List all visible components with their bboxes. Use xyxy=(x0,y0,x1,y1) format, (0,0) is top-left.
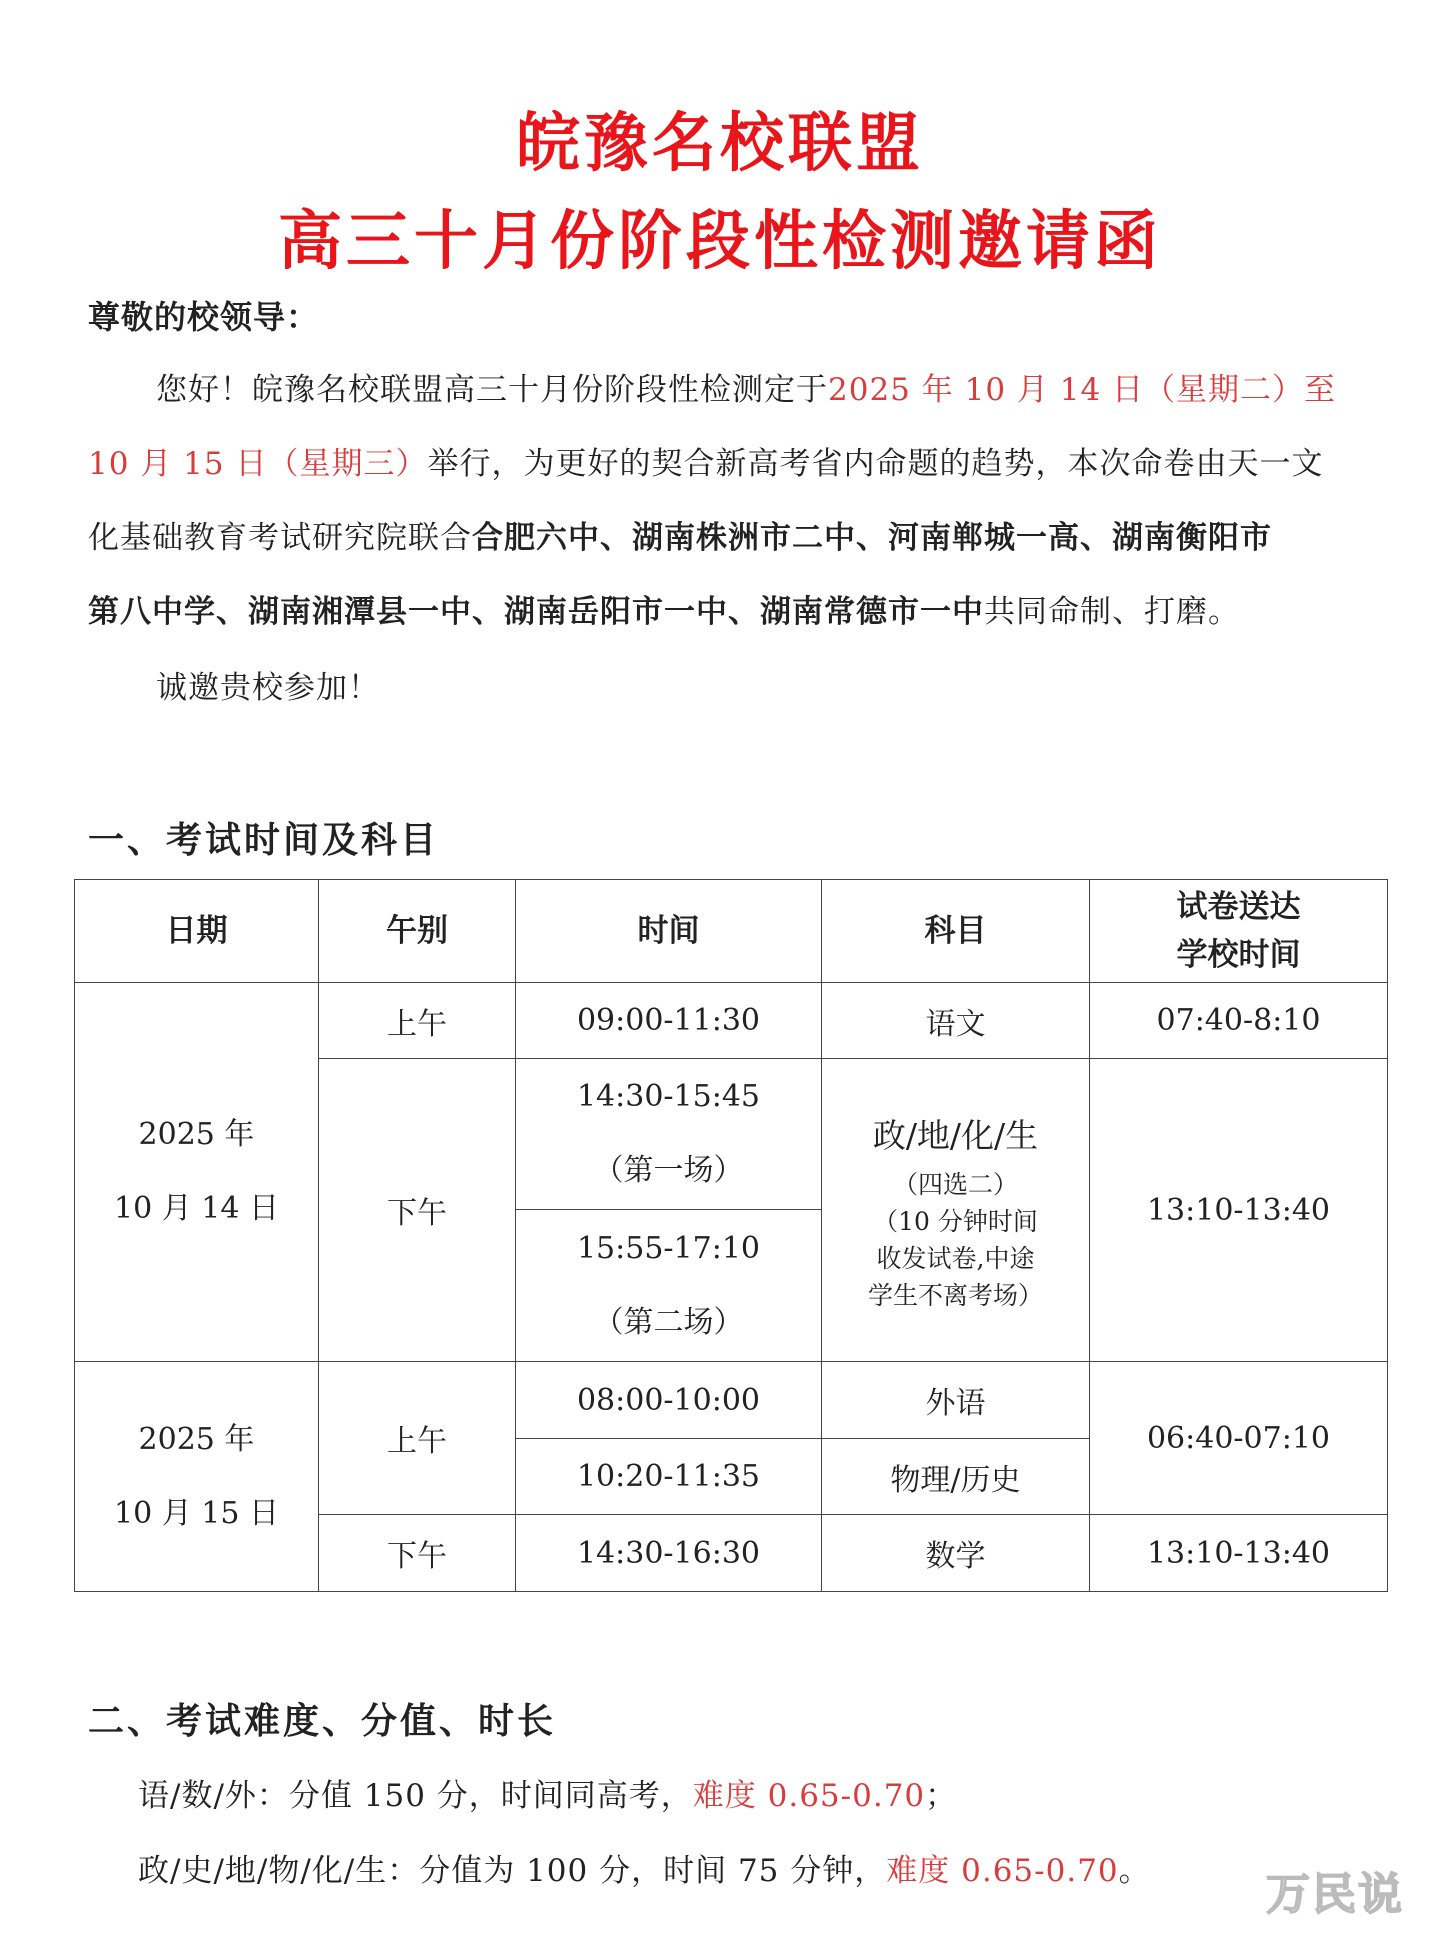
day-1-am-time: 09:00-11:30 xyxy=(516,983,822,1059)
difficulty-line-1-end: ； xyxy=(925,1778,958,1814)
subject-note-1: （四选二） xyxy=(892,1170,1018,1199)
day-1-pm-period: 下午 xyxy=(319,1059,516,1362)
session-1-time: 14:30-15:45 xyxy=(576,1079,761,1114)
schools-list-1: 合肥六中、湖南株洲市二中、河南郸城一高、湖南衡阳市 xyxy=(472,520,1272,556)
day-1-date-cell xyxy=(75,983,319,1362)
difficulty-line-1-text: 语/数/外：分值 150 分，时间同高考， xyxy=(138,1778,693,1814)
exam-schedule-table xyxy=(74,879,1388,1592)
day-1-date: 10 月 14 日 xyxy=(114,1191,279,1226)
header-delivery-line-1: 试卷送达 xyxy=(1176,889,1301,925)
difficulty-line-2 xyxy=(138,1845,1338,1890)
body-line-3 xyxy=(88,512,1360,557)
day-2-pm-period: 下午 xyxy=(319,1515,516,1592)
header-date: 日期 xyxy=(75,880,319,983)
day-1-pm-delivery: 13:10-13:40 xyxy=(1090,1059,1388,1362)
body-lead: 您好！皖豫名校联盟高三十月份阶段性检测定于 xyxy=(156,372,828,408)
salutation: 尊敬的校领导： xyxy=(88,298,320,336)
difficulty-line-2-text: 政/史/地/物/化/生：分值为 100 分，时间 75 分钟， xyxy=(138,1853,887,1889)
header-delivery-line-2: 学校时间 xyxy=(1176,937,1301,973)
difficulty-value-1: 难度 0.65-0.70 xyxy=(692,1778,926,1814)
session-1-label: （第一场） xyxy=(593,1153,744,1188)
day-1-pm-session-2 xyxy=(516,1210,822,1362)
day-1-am-subject: 语文 xyxy=(822,983,1090,1059)
day-2-pm-subject: 数学 xyxy=(822,1515,1090,1592)
day-1-year: 2025 年 xyxy=(138,1117,255,1152)
body-mid-2: 化基础教育考试研究院联合 xyxy=(88,520,472,556)
table-row xyxy=(75,1362,1388,1439)
table-row xyxy=(75,983,1388,1059)
difficulty-value-2: 难度 0.65-0.70 xyxy=(886,1853,1119,1889)
day-1-pm-subject-cell xyxy=(822,1059,1090,1362)
section-1-heading: 一、考试时间及科目 xyxy=(88,820,440,861)
day-1-am-delivery: 07:40-8:10 xyxy=(1090,983,1388,1059)
subject-note-4: 学生不离考场） xyxy=(867,1281,1043,1310)
schools-list-2: 第八中学、湖南湘潭县一中、湖南岳阳市一中、湖南常德市一中 xyxy=(88,594,984,630)
day-2-pm-time: 14:30-16:30 xyxy=(516,1515,822,1592)
day-2-year: 2025 年 xyxy=(138,1421,255,1457)
day-2-am-subject-2: 物理/历史 xyxy=(822,1439,1090,1515)
session-2-time: 15:55-17:10 xyxy=(576,1230,761,1266)
table-header-row xyxy=(75,880,1388,983)
day-2-am-time-1: 08:00-10:00 xyxy=(516,1362,822,1439)
title-line-1: 皖豫名校联盟 xyxy=(516,107,924,181)
day-2-am-subject-1: 外语 xyxy=(822,1362,1090,1439)
body-line-1 xyxy=(88,364,1360,409)
difficulty-line-2-end: 。 xyxy=(1118,1853,1151,1889)
day-2-date: 10 月 15 日 xyxy=(114,1495,279,1531)
day-2-am-time-2: 10:20-11:35 xyxy=(516,1439,822,1515)
day-2-pm-delivery: 13:10-13:40 xyxy=(1090,1515,1388,1592)
body-mid-1: 举行，为更好的契合新高考省内命题的趋势，本次命卷由天一文 xyxy=(427,446,1324,482)
day-1-pm-session-1 xyxy=(516,1059,822,1210)
body-line-2 xyxy=(88,438,1360,483)
exam-date-end: 10 月 15 日（星期三） xyxy=(88,446,428,482)
watermark: 万民说 xyxy=(1266,1869,1404,1920)
difficulty-line-1 xyxy=(138,1770,1358,1815)
day-2-date-cell xyxy=(75,1362,319,1592)
subject-note-3: 收发试卷,中途 xyxy=(876,1244,1035,1273)
header-subject: 科目 xyxy=(822,880,1090,983)
day-2-am-period: 上午 xyxy=(319,1362,516,1515)
day-1-am-period: 上午 xyxy=(319,983,516,1059)
section-2-heading: 二、考试难度、分值、时长 xyxy=(88,1701,557,1742)
session-2-label: （第二场） xyxy=(593,1304,744,1340)
invitation-text: 诚邀贵校参加！ xyxy=(156,670,380,706)
body-line-4 xyxy=(88,586,1360,631)
exam-date-start: 2025 年 10 月 14 日（星期二）至 xyxy=(828,372,1337,408)
body-tail: 共同命制、打磨。 xyxy=(984,594,1240,630)
header-delivery xyxy=(1090,880,1388,983)
day-2-am-delivery: 06:40-07:10 xyxy=(1090,1362,1388,1515)
title-line-2: 高三十月份阶段性检测邀请函 xyxy=(278,205,1162,279)
day-1-pm-subject: 政/地/化/生 xyxy=(872,1116,1039,1155)
header-time: 时间 xyxy=(516,880,822,983)
header-period: 午别 xyxy=(319,880,516,983)
subject-note-2: （10 分钟时间 xyxy=(873,1207,1038,1236)
